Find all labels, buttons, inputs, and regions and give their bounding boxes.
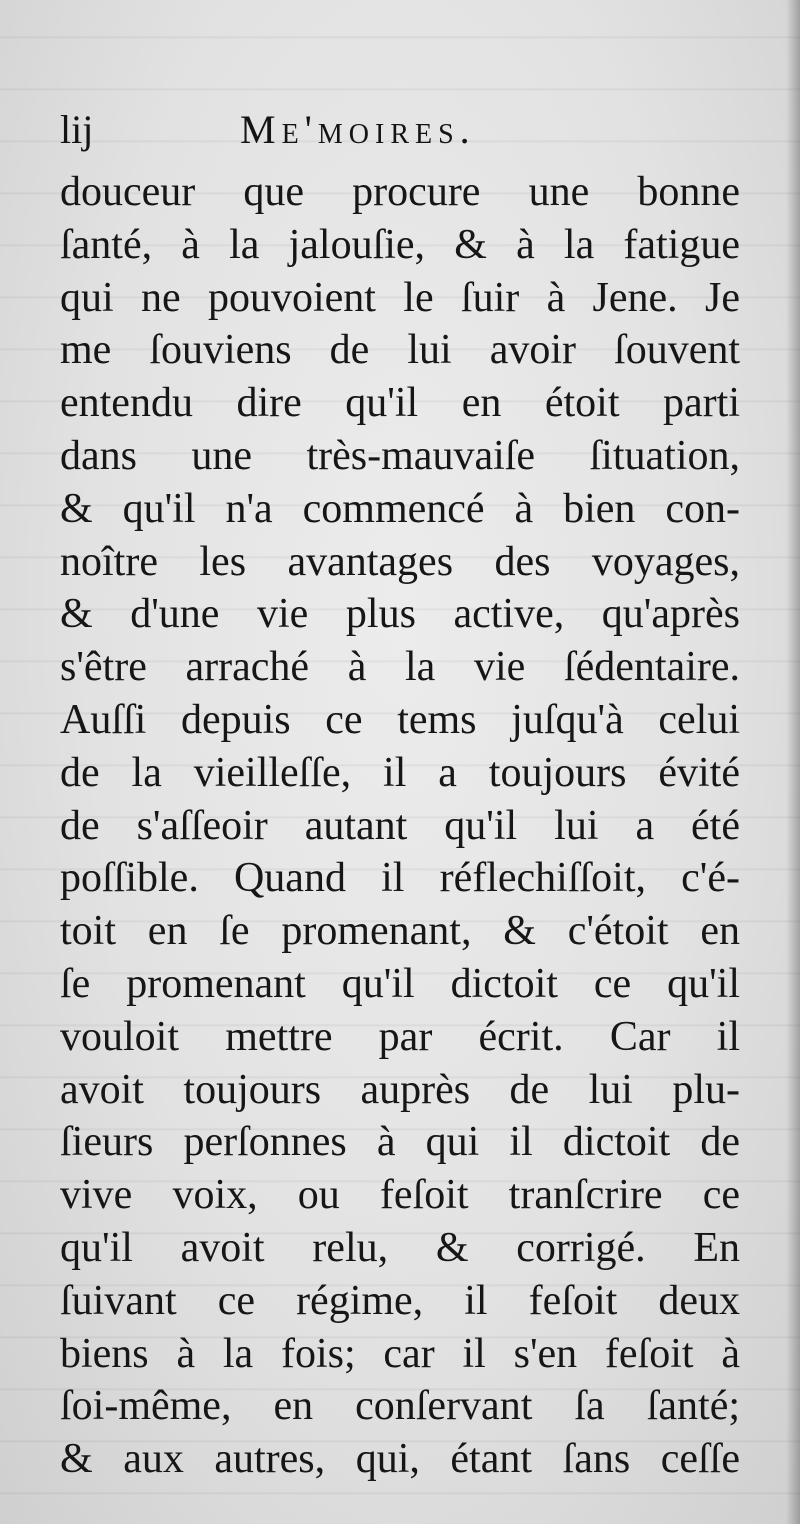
text-line: ſoi-même, en conſervant ſa ſanté; xyxy=(60,1383,740,1430)
text-line: avoit toujours auprès de lui plu- xyxy=(60,1066,740,1113)
text-line: de la vieilleſſe, il a toujours évité xyxy=(60,749,740,796)
text-line: & d'une vie plus active, qu'après xyxy=(60,591,740,638)
page-header xyxy=(60,100,740,160)
text-line: ſe promenant qu'il dictoit ce qu'il xyxy=(60,960,740,1007)
text-line: biens à la fois; car il s'en feſoit à xyxy=(60,1330,740,1377)
text-line: poſſible. Quand il réflechiſſoit, c'é- xyxy=(60,855,740,902)
text-line: & qu'il n'a commencé à bien con- xyxy=(60,485,740,532)
text-line: ſuivant ce régime, il feſoit deux xyxy=(60,1277,740,1324)
text-line: douceur que procure une bonne xyxy=(60,169,740,215)
text-line: s'être arraché à la vie ſédentaire. xyxy=(60,644,740,691)
text-line: entendu dire qu'il en étoit parti xyxy=(60,380,740,427)
body-text xyxy=(60,166,740,1486)
text-line: dans une très-mauvaiſe ſituation, xyxy=(60,432,740,479)
text-line: noître les avantages des voyages, xyxy=(60,538,740,585)
text-line: & aux autres, qui, étant ſans ceſſe xyxy=(60,1436,740,1483)
text-line: qu'il avoit relu, & corrigé. En xyxy=(60,1224,740,1271)
text-line: ſanté, à la jalouſie, & à la fatigue xyxy=(60,221,740,268)
text-line: Auſſi depuis ce tems juſqu'à celui xyxy=(60,696,740,743)
text-line: me ſouviens de lui avoir ſouvent xyxy=(60,327,740,374)
text-line: vouloit mettre par écrit. Car il xyxy=(60,1013,740,1060)
running-head: Me'moires. xyxy=(240,107,476,152)
text-line: ſieurs perſonnes à qui il dictoit de xyxy=(60,1119,740,1166)
text-line: vive voix, ou feſoit tranſcrire ce xyxy=(60,1172,740,1219)
text-line: toit en ſe promenant, & c'étoit en xyxy=(60,908,740,955)
page-number: lij xyxy=(60,107,94,152)
text-line: qui ne pouvoient le ſuir à Jene. Je xyxy=(60,274,740,321)
page-edge-shadow xyxy=(786,0,800,1524)
text-line: de s'aſſeoir autant qu'il lui a été xyxy=(60,802,740,849)
